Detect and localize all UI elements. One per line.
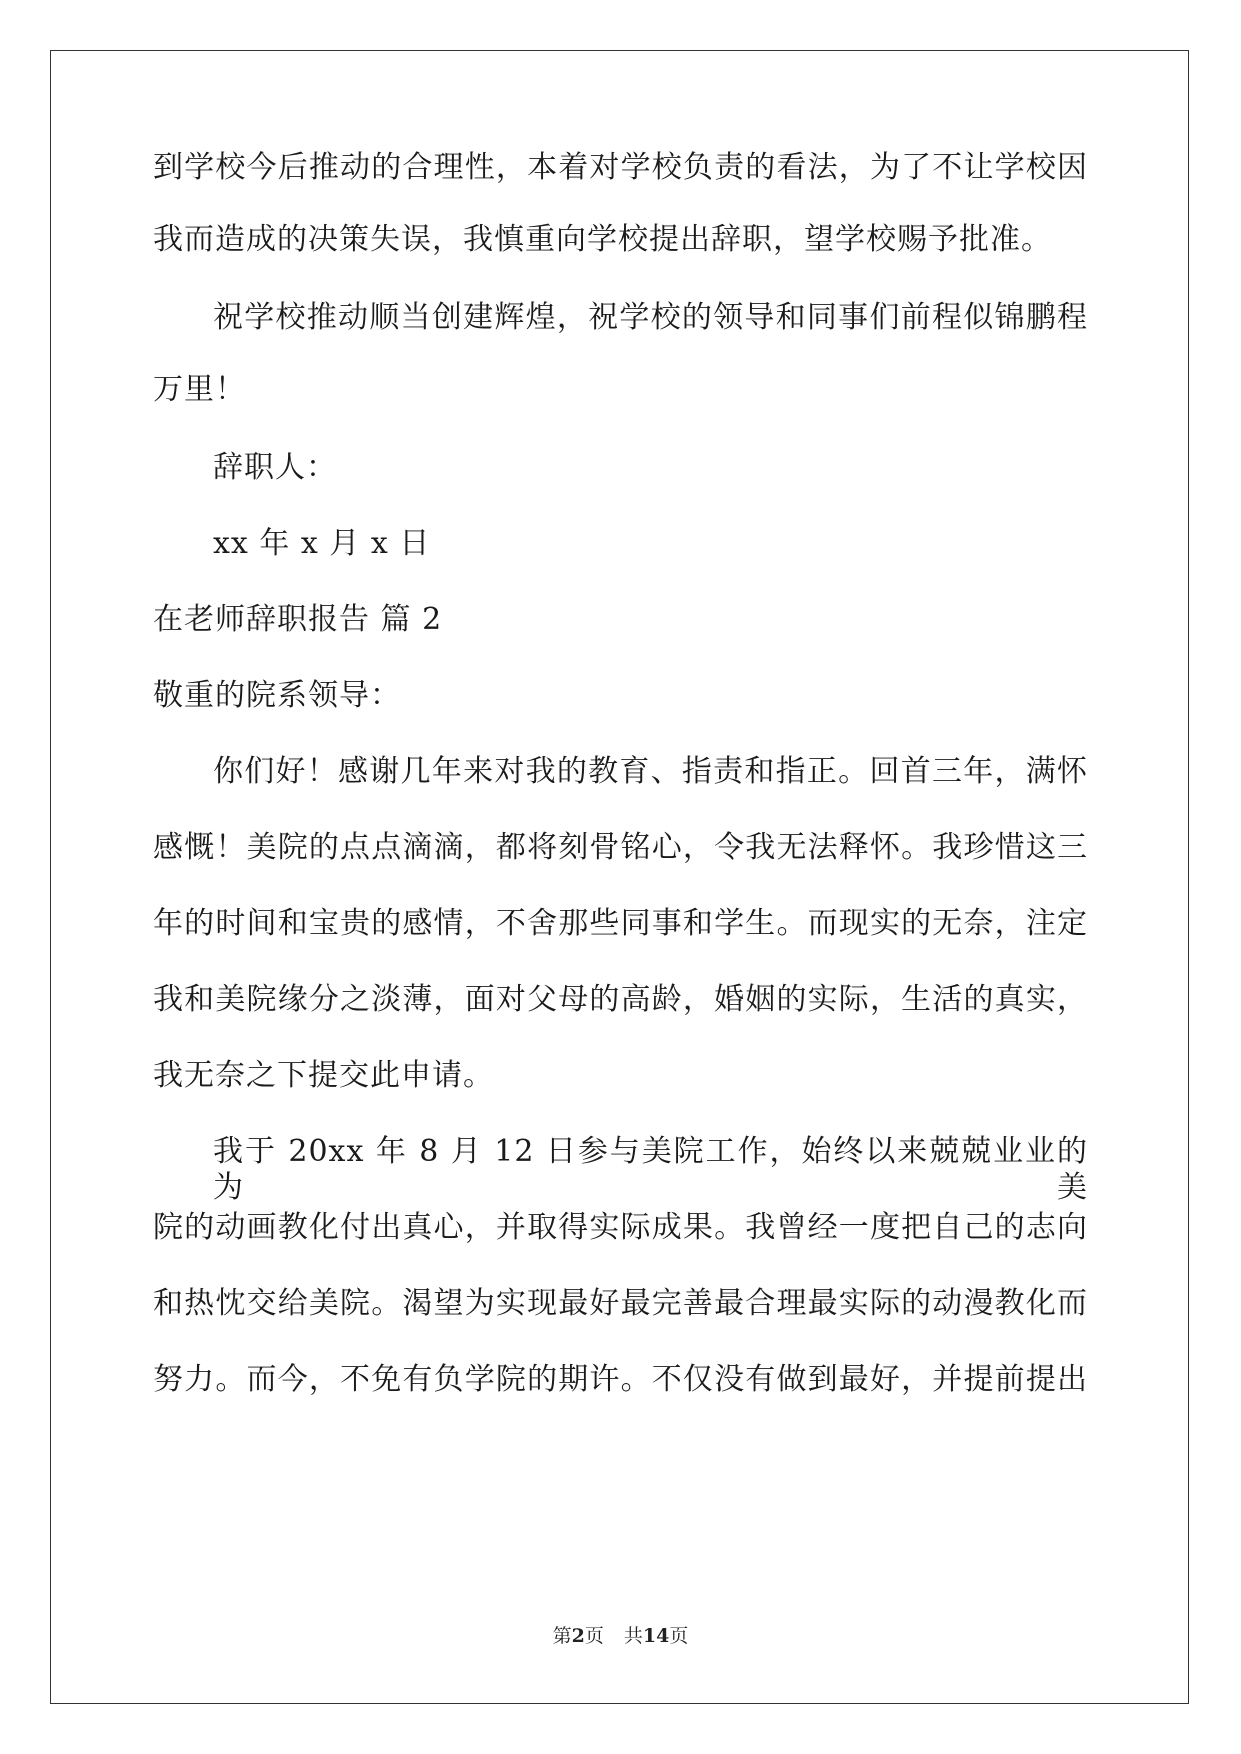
page-border <box>50 50 1189 1704</box>
paragraph-line: 我于 20xx 年 8 月 12 日参与美院工作，始终以来兢兢业业的为美 <box>213 1134 1088 1205</box>
signature-label: 辞职人： <box>213 450 337 485</box>
section-heading: 在老师辞职报告 篇 2 <box>153 602 443 637</box>
paragraph-line: 万里！ <box>153 372 246 407</box>
total-suffix: 页 <box>669 1625 689 1647</box>
paragraph-line: 感慨！美院的点点滴滴，都将刻骨铭心，令我无法释怀。我珍惜这三 <box>153 830 1088 865</box>
paragraph-line: 和热忱交给美院。渴望为实现最好最完善最合理最实际的动漫教化而 <box>153 1286 1088 1321</box>
salutation: 敬重的院系领导： <box>153 678 401 713</box>
paragraph-line: 祝学校推动顺当创建辉煌，祝学校的领导和同事们前程似锦鹏程 <box>213 300 1088 335</box>
date-line: xx 年 x 月 x 日 <box>213 526 431 561</box>
paragraph-line: 努力。而今，不免有负学院的期许。不仅没有做到最好，并提前提出 <box>153 1362 1088 1397</box>
paragraph-line: 你们好！感谢几年来对我的教育、指责和指正。回首三年，满怀 <box>213 754 1088 789</box>
page-number: 2 <box>571 1625 585 1647</box>
page-suffix: 页 <box>584 1625 604 1647</box>
paragraph-line: 我和美院缘分之淡薄，面对父母的高龄，婚姻的实际，生活的真实， <box>153 982 1088 1017</box>
total-prefix: 共 <box>623 1625 643 1647</box>
total-pages: 14 <box>642 1625 670 1647</box>
paragraph-line: 我而造成的决策失误，我慎重向学校提出辞职，望学校赐予批准。 <box>153 222 1052 257</box>
paragraph-line: 院的动画教化付出真心，并取得实际成果。我曾经一度把自己的志向 <box>153 1210 1088 1245</box>
paragraph-line: 我无奈之下提交此申请。 <box>153 1058 494 1093</box>
page-prefix: 第 <box>552 1625 572 1647</box>
page-footer <box>0 1624 1241 1648</box>
paragraph-line: 年的时间和宝贵的感情，不舍那些同事和学生。而现实的无奈，注定 <box>153 906 1088 941</box>
paragraph-line: 到学校今后推动的合理性，本着对学校负责的看法，为了不让学校因 <box>153 150 1088 185</box>
